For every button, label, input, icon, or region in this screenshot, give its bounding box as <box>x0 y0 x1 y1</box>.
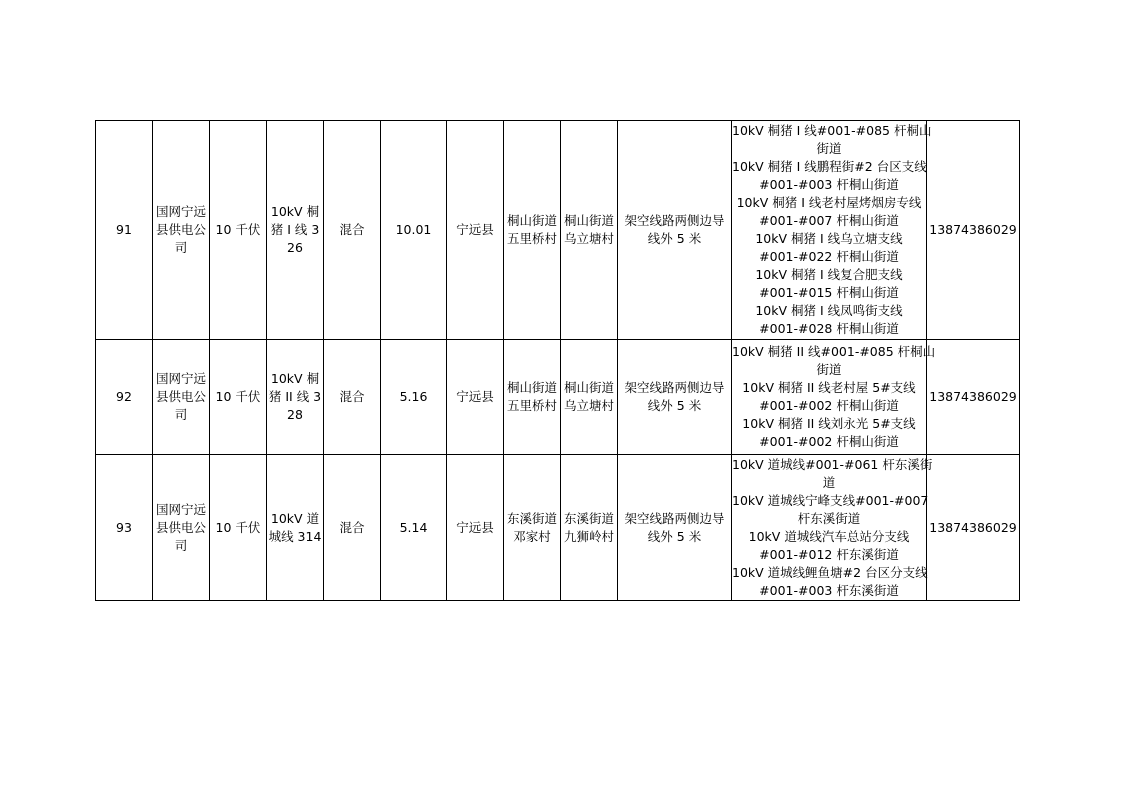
phone-cell: 13874386029 <box>927 455 1020 601</box>
segment-line: #001-#015 杆桐山街道 <box>759 285 899 300</box>
line-type-cell: 混合 <box>324 455 381 601</box>
voltage-cell: 10 千伏 <box>210 455 267 601</box>
village-start-cell: 东溪街道邓家村 <box>504 455 561 601</box>
village-start-cell: 桐山街道五里桥村 <box>504 340 561 455</box>
line-type-cell: 混合 <box>324 340 381 455</box>
segment-line: 10kV 桐猪 I 线乌立塘支线 <box>755 231 903 246</box>
segment-line: #001-#002 杆桐山街道 <box>759 434 899 449</box>
line-name-cell: 10kV 道城线 314 <box>267 455 324 601</box>
segment-line: 10kV 桐猪 I 线复合肥支线 <box>755 267 903 282</box>
line-type-cell: 混合 <box>324 121 381 340</box>
segment-list-cell <box>732 455 933 601</box>
county-cell: 宁远县 <box>447 340 504 455</box>
segment-line: 街道 <box>816 141 842 156</box>
phone-cell: 13874386029 <box>927 121 1020 340</box>
segment-line: 10kV 桐猪 I 线鹏程街#2 台区支线 <box>732 159 927 174</box>
segment-line: 街道 <box>816 362 842 377</box>
row-number: 91 <box>96 121 153 340</box>
row-number: 93 <box>96 455 153 601</box>
protection-scope-cell: 架空线路两侧边导线外 5 米 <box>618 340 732 455</box>
row-number: 92 <box>96 340 153 455</box>
county-cell: 宁远县 <box>447 455 504 601</box>
table-row <box>96 340 1020 455</box>
segment-line: #001-#003 杆东溪街道 <box>759 582 899 598</box>
segment-list-cell <box>732 340 936 455</box>
phone-cell: 13874386029 <box>927 340 1020 455</box>
segment-line: 10kV 桐猪 I 线凤鸣街支线 <box>755 303 903 318</box>
line-table <box>95 120 1020 601</box>
segment-line: #001-#028 杆桐山街道 <box>759 321 899 336</box>
segment-line: 10kV 桐猪 II 线刘永光 5#支线 <box>742 416 916 431</box>
segment-line: 10kV 道城线宁峰支线#001-#007 <box>732 492 929 508</box>
voltage-cell: 10 千伏 <box>210 121 267 340</box>
length-cell: 10.01 <box>381 121 447 340</box>
village-start-cell: 桐山街道五里桥村 <box>504 121 561 340</box>
segment-line: #001-#022 杆桐山街道 <box>759 249 899 264</box>
segment-line: 10kV 桐猪 I 线老村屋烤烟房专线 <box>736 195 922 210</box>
table-row <box>96 455 1020 601</box>
line-name-cell: 10kV 桐猪 II 线 328 <box>267 340 324 455</box>
village-end-cell: 桐山街道乌立塘村 <box>561 121 618 340</box>
segment-line: 杆东溪街道 <box>797 510 861 526</box>
segment-line: 10kV 道城线鲤鱼塘#2 台区分支线 <box>732 564 928 580</box>
protection-scope-cell: 架空线路两侧边导线外 5 米 <box>618 121 732 340</box>
segment-line: #001-#012 杆东溪街道 <box>759 546 899 562</box>
segment-line: #001-#003 杆桐山街道 <box>759 177 899 192</box>
line-name-cell: 10kV 桐猪 I 线 326 <box>267 121 324 340</box>
segment-list-cell <box>732 121 932 340</box>
company-cell: 国网宁远县供电公司 <box>153 340 210 455</box>
segment-line: 10kV 道城线汽车总站分支线 <box>748 528 910 544</box>
segment-line: #001-#007 杆桐山街道 <box>759 213 899 228</box>
length-cell: 5.14 <box>381 455 447 601</box>
table-row <box>96 121 1020 340</box>
village-end-cell: 东溪街道九狮岭村 <box>561 455 618 601</box>
segment-line: #001-#002 杆桐山街道 <box>759 398 899 413</box>
segment-line: 10kV 桐猪 I 线#001-#085 杆桐山 <box>732 123 932 138</box>
county-cell: 宁远县 <box>447 121 504 340</box>
segment-line: 10kV 道城线#001-#061 杆东溪街 <box>732 456 933 472</box>
village-end-cell: 桐山街道乌立塘村 <box>561 340 618 455</box>
length-cell: 5.16 <box>381 340 447 455</box>
protection-scope-cell: 架空线路两侧边导线外 5 米 <box>618 455 732 601</box>
voltage-cell: 10 千伏 <box>210 340 267 455</box>
segment-line: 10kV 桐猪 II 线老村屋 5#支线 <box>742 380 916 395</box>
segment-line: 道 <box>822 474 836 490</box>
company-cell: 国网宁远县供电公司 <box>153 121 210 340</box>
company-cell: 国网宁远县供电公司 <box>153 455 210 601</box>
segment-line: 10kV 桐猪 II 线#001-#085 杆桐山 <box>732 344 936 359</box>
